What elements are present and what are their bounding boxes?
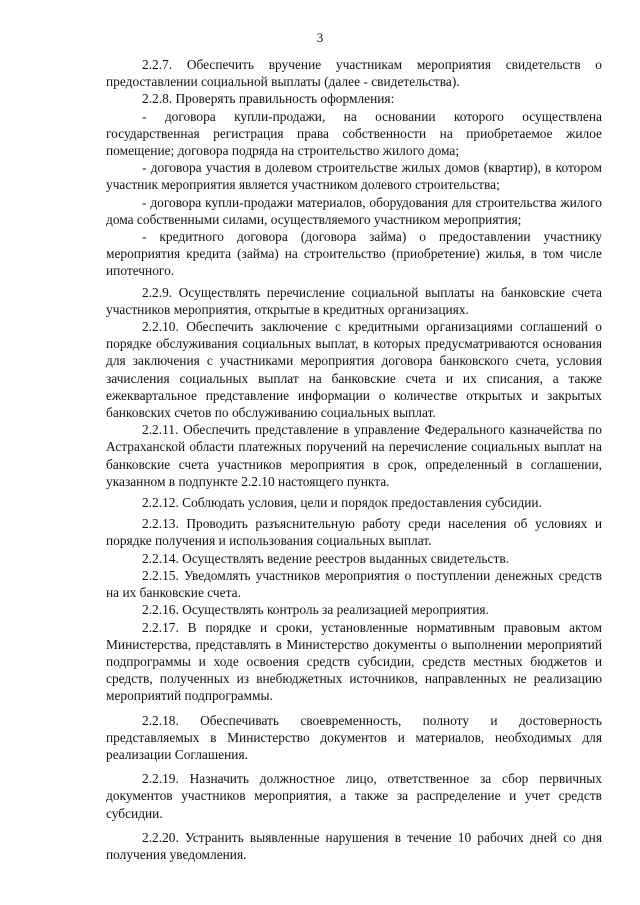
paragraph-2-2-14: 2.2.14. Осуществлять ведение реестров выданных свидетельств. (142, 550, 509, 566)
page-number: 3 (316, 30, 324, 45)
paragraph-2-2-9: 2.2.9. Осуществлять перечисление социальной выплаты на банковские счета участников мероприятия, открытые в кредитных организациях. (106, 284, 602, 317)
list-item-sale-contract: - договора купли-продажи, на основании которого осуществлена государственная регистрация права собственности на приобретаемое жилое помещение; договора подряда на строительство жилого дома; (106, 108, 602, 159)
paragraph-2-2-17: 2.2.17. В порядке и сроки, установленные нормативным правовым актом Министерства, представлять в Министерство документы о выполнении мероприятий подпрограммы и ходе освоения средств субсидии, средств местных бюджетов и средств, полученных из внебюджетных источников, направленных не реализацию мероприятий подпрограммы. (106, 619, 602, 704)
paragraph-2-2-16: 2.2.16. Осуществлять контроль за реализацией мероприятия. (142, 602, 489, 618)
paragraph-2-2-19: 2.2.19. Назначить должностное лицо, ответственное за сбор первичных документов участников мероприятия, а также за распределение и учет средств субсидии. (106, 771, 602, 821)
list-item-shared-construction: - договора участия в долевом строительстве жилых домов (квартир), в котором участник мероприятия является участником долевого строительства; (106, 160, 602, 193)
paragraph-2-2-8: 2.2.8. Проверять правильность оформления: (142, 91, 395, 107)
list-item-credit-contract: - кредитного договора (договора займа) о предоставлении участнику мероприятия кредита (займа) на строительство (приобретение) жилья, в том числе ипотечного. (106, 229, 602, 279)
document-body (106, 56, 602, 863)
paragraph-2-2-13: 2.2.13. Проводить разъяснительную работу среди населения об условиях и порядке получения и использования социальных выплат. (106, 516, 602, 549)
paragraph-2-2-11: 2.2.11. Обеспечить представление в управление Федерального казначейства по Астраханской области платежных поручений на перечисление социальных выплат на банковские счета участников мероприятия в срок, определенный в соглашении, указанном в подпункте 2.2.10 настоящего пункта. (106, 422, 602, 489)
paragraph-2-2-7: 2.2.7. Обеспечить вручение участникам мероприятия свидетельств о предоставлении социальной выплаты (далее - свидетельства). (106, 57, 602, 90)
paragraph-2-2-15: 2.2.15. Уведомлять участников мероприятия о поступлении денежных средств на их банковские счета. (106, 567, 602, 601)
paragraph-2-2-20: 2.2.20. Устранить выявленные нарушения в течение 10 рабочих дней со дня получения уведомления. (106, 829, 602, 862)
list-item-materials-contract: - договора купли-продажи материалов, оборудования для строительства жилого дома собственными силами, осуществляемого участником мероприятия; (106, 194, 602, 227)
paragraph-2-2-12: 2.2.12. Соблюдать условия, цели и порядок предоставления субсидии. (142, 495, 542, 511)
paragraph-2-2-10: 2.2.10. Обеспечить заключение с кредитными организациями соглашений о порядке обслуживания социальных выплат, в которых предусматриваются основания для заключения с участниками мероприятия договора банковского счета, условия зачисления социальных выплат на банковские счета и их списания, а также ежеквартальное представление информации о количестве открытых и закрытых банковских счетов по обслуживанию социальных выплат. (106, 319, 602, 421)
paragraph-2-2-18: 2.2.18. Обеспечивать своевременность, полноту и достоверность представляемых в Министерство документов и материалов, необходимых для реализации Соглашения. (106, 712, 602, 762)
